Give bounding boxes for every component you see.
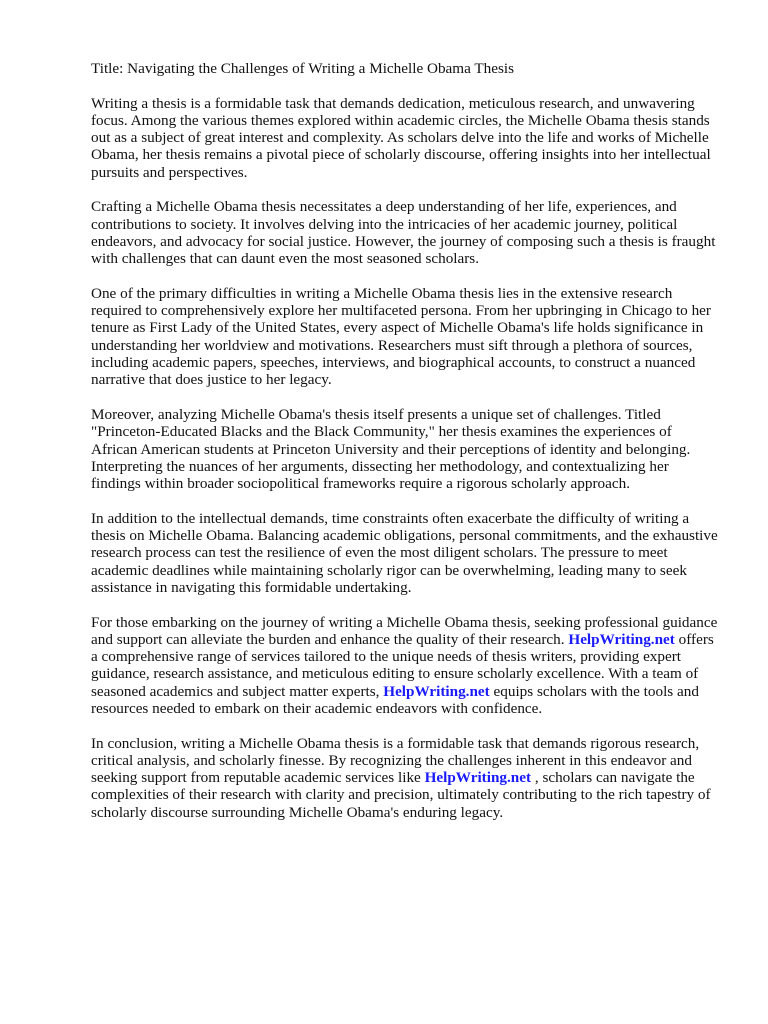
paragraph-intro: Writing a thesis is a formidable task that demands dedication, meticulous research, and unwavering focus. Among the various themes explored within academic circles, the Michelle Obama thesis stands out as a subject of great interest and complexity. As scholars delve into the life and works of Michelle Obama, her thesis remains a pivotal piece of scholarly discourse, offering insights into her intellectual pursuits and perspectives. xyxy=(91,94,711,181)
conclusion-text-2: , scholars can navigate the complexities of their research with clarity and precision, ultimately contributing to the rich tapestry of scholarly discourse surrounding Michelle Obama's enduring legacy. xyxy=(91,769,711,821)
document-title: Title: Navigating the Challenges of Writing a Michelle Obama Thesis xyxy=(91,60,515,77)
paragraph-crafting: Crafting a Michelle Obama thesis necessitates a deep understanding of her life, experiences, and contributions to society. It involves delving into the intricacies of her academic journey, political endeavors, and advocacy for social justice. However, the journey of composing such a thesis is fraught with challenges that can daunt even the most seasoned scholars. xyxy=(91,198,716,268)
helpwriting-link[interactable]: HelpWriting.net xyxy=(424,769,532,787)
paragraph-conclusion xyxy=(91,735,721,821)
document-body xyxy=(91,60,721,838)
services-text-1: For those embarking on the journey of writing a Michelle Obama thesis, seeking professional guidance and support can alleviate the burden and enhance the quality of their research. xyxy=(91,613,718,648)
helpwriting-link[interactable]: HelpWriting.net xyxy=(383,682,490,700)
paragraph-research: One of the primary difficulties in writing a Michelle Obama thesis lies in the extensive research required to comprehensively explore her multifaceted persona. From her upbringing in Chicago to her tenure as First Lady of the United States, every aspect of Michelle Obama's life holds significance in understanding her worldview and motivations. Researchers must sift through a plethora of sources, including academic papers, speeches, interviews, and biographical accounts, to construct a nuanced narrative that does justice to her legacy. xyxy=(91,284,711,389)
paragraph-time-constraints: In addition to the intellectual demands, time constraints often exacerbate the difficulty of writing a thesis on Michelle Obama. Balancing academic obligations, personal commitments, and the exhaustive research process can test the resilience of even the most diligent scholars. The pressure to meet academic deadlines while maintaining scholarly rigor can be overwhelming, leading many to seek assistance in navigating this formidable undertaking. xyxy=(91,509,718,596)
paragraph-services xyxy=(91,614,721,718)
conclusion-text-1: In conclusion, writing a Michelle Obama thesis is a formidable task that demands rigorous research, critical analysis, and scholarly finesse. By recognizing the challenges inherent in this endeavor and seeking support from reputable academic services like xyxy=(91,734,700,787)
paragraph-analysis: Moreover, analyzing Michelle Obama's thesis itself presents a unique set of challenges. Titled "Princeton-Educated Blacks and the Black Community," her thesis examines the experiences of African American students at Princeton University and their perceptions of identity and belonging. Interpreting the nuances of her arguments, dissecting her methodology, and contextualizing her findings within broader sociopolitical frameworks require a rigorous scholarly approach. xyxy=(91,405,691,493)
helpwriting-link[interactable]: HelpWriting.net xyxy=(568,630,675,648)
services-text-3: equips scholars with the tools and resources needed to embark on their academic endeavors with confidence. xyxy=(91,682,699,717)
services-text-2: offers a comprehensive range of services tailored to the unique needs of thesis writers, providing expert guidance, research assistance, and meticulous editing to ensure scholarly excellence. With a team of seasoned academics and subject matter experts, xyxy=(91,630,714,700)
